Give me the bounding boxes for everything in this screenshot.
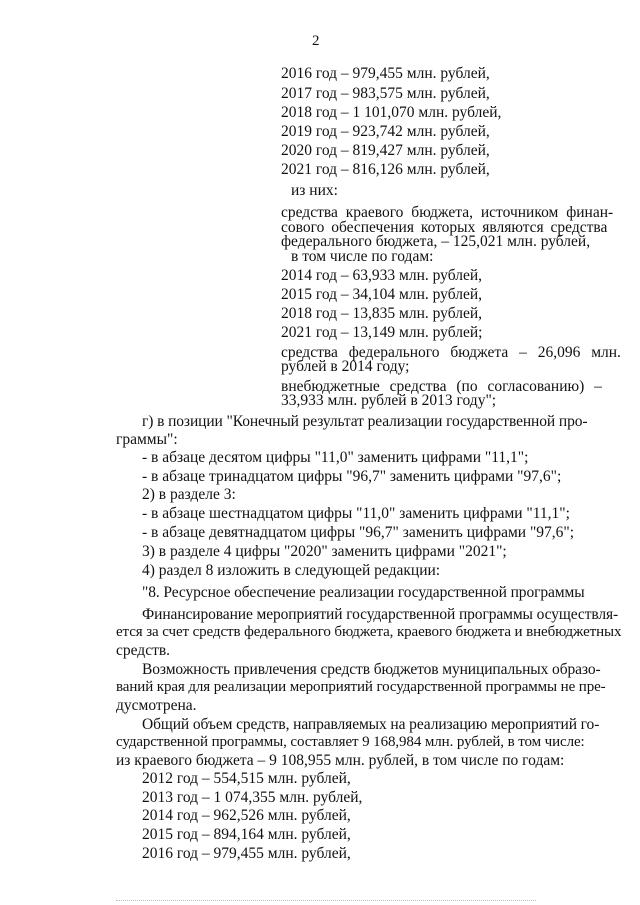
text-line: 2013 год – 1 074,355 млн. рублей, [142, 789, 363, 806]
text-line: 3) в разделе 4 цифры "2020" заменить цифрами "2021"; [142, 543, 507, 560]
text-line: - в абзаце тринадцатом цифры "96,7" заменить цифрами "97,6"; [142, 468, 562, 485]
text-line: 2018 год – 1 101,070 млн. рублей, [281, 104, 502, 121]
text-line: в том числе по годам: [291, 248, 434, 265]
text-line: 2017 год – 983,575 млн. рублей, [281, 85, 490, 102]
text-line: сударственной программы, составляет 9 168,984 млн. рублей, в том числе: [116, 734, 585, 750]
scan-edge-divider [116, 900, 536, 901]
text-line: - в абзаце шестнадцатом цифры "11,0" заменить цифрами "11,1"; [142, 505, 570, 522]
text-line: - в абзаце десятом цифры "11,0" заменить цифрами "11,1"; [142, 449, 529, 466]
text-line: 2021 год – 13,149 млн. рублей; [281, 324, 483, 341]
text-line: ется за счет средств федерального бюджета, краевого бюджета и внебюджетных [116, 624, 622, 640]
text-line: 2021 год – 816,126 млн. рублей, [281, 161, 490, 178]
text-line: 2012 год – 554,515 млн. рублей, [142, 770, 351, 787]
text-line: ваний края для реализации мероприятий государственной программы не пре- [116, 679, 606, 695]
text-line: Возможность привлечения средств бюджетов муниципальных образо- [142, 661, 601, 678]
text-line: из них: [291, 182, 338, 199]
text-line: 33,933 млн. рублей в 2013 году"; [281, 392, 497, 409]
text-line: 2020 год – 819,427 млн. рублей, [281, 142, 490, 159]
text-line: Общий объем средств, направляемых на реализацию мероприятий го- [142, 716, 600, 733]
section-heading: "8. Ресурсное обеспечение реализации государственной программы [142, 584, 585, 601]
text-line: средств. [116, 642, 171, 659]
text-line: граммы": [116, 431, 178, 448]
text-line: сового обеспечения которых являются средства [281, 219, 608, 236]
page-number: 2 [312, 33, 320, 49]
text-line: средства краевого бюджета, источником финан- [281, 204, 614, 221]
text-line: 2) в разделе 3: [142, 486, 236, 503]
text-line: федерального бюджета, – 125,021 млн. рублей, [281, 233, 591, 250]
text-line: рублей в 2014 году; [281, 358, 410, 375]
text-line: - в абзаце девятнадцатом цифры "96,7" заменить цифрами "97,6"; [142, 524, 575, 541]
text-line: 2015 год – 894,164 млн. рублей, [142, 826, 351, 843]
text-line: дусмотрена. [116, 697, 197, 714]
text-line: 2016 год – 979,455 млн. рублей, [142, 845, 351, 862]
text-line: 2019 год – 923,742 млн. рублей, [281, 123, 490, 140]
text-line: Финансирование мероприятий государственной программы осуществля- [142, 606, 619, 623]
text-line: 2014 год – 63,933 млн. рублей, [281, 267, 483, 284]
text-line: 2015 год – 34,104 млн. рублей, [281, 286, 483, 303]
text-line: 2018 год – 13,835 млн. рублей, [281, 305, 483, 322]
text-line: внебюджетные средства (по согласованию) – [281, 378, 602, 395]
text-line: из краевого бюджета – 9 108,955 млн. рублей, в том числе по годам: [116, 752, 565, 769]
text-line: 2014 год – 962,526 млн. рублей, [142, 807, 351, 824]
text-line: средства федерального бюджета – 26,096 млн. [281, 344, 621, 361]
text-line: 2016 год – 979,455 млн. рублей, [281, 65, 490, 82]
text-line: г) в позиции "Конечный результат реализации государственной про- [142, 413, 588, 430]
text-line: 4) раздел 8 изложить в следующей редакции: [142, 562, 441, 579]
